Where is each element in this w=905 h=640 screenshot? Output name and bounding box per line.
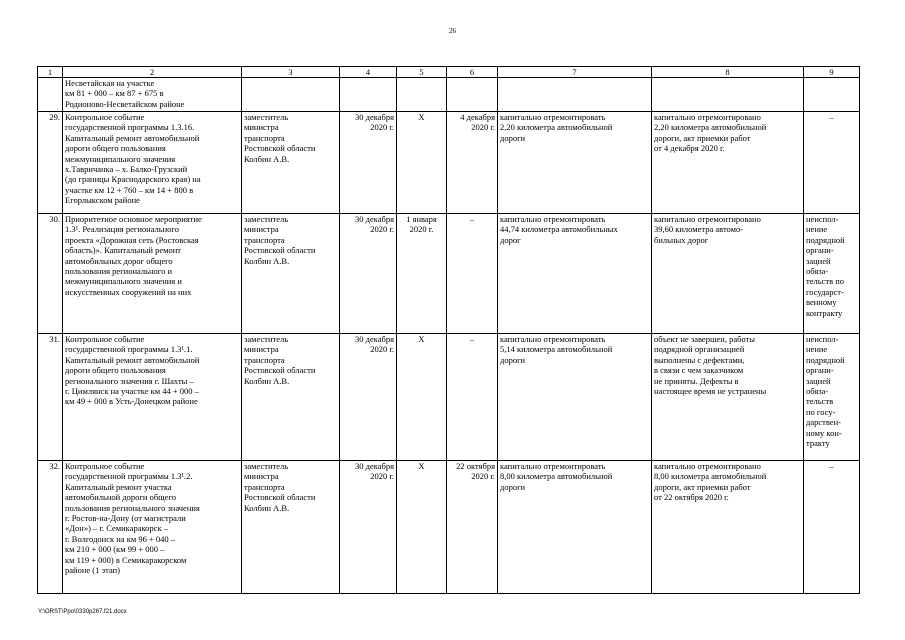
event-name-cell: Контрольное событие государственной программы 1.3¹.1. Капитальный ремонт автомобильной дороги общего пользования регионального значения г. Шахты – г. Цимлянск на участке км 44 + 000 – км 49 + 000 в Усть-Донецком районе xyxy=(63,334,242,461)
fact-date-cell xyxy=(447,78,498,112)
column-header: 7 xyxy=(498,67,652,78)
note-cell: – xyxy=(804,112,860,214)
column-header: 1 xyxy=(38,67,63,78)
planned-result-cell: капитально отремонтировать 5,14 километра автомобильной дороги xyxy=(498,334,652,461)
planned-result-cell: капитально отремонтировать 8,00 километра автомобильной дороги xyxy=(498,461,652,594)
actual-result-cell xyxy=(652,78,804,112)
planned-result-cell: капитально отремонтировать 44,74 километра автомобильных дорог xyxy=(498,214,652,334)
note-cell: неиспол- нение подрядной органи- зацией обяза- тельств по госу- дарствен- ному кон- тракту xyxy=(804,334,860,461)
row-number-cell: 31. xyxy=(38,334,63,461)
table-row xyxy=(38,334,860,461)
responsible-cell: заместитель министра транспорта Ростовской области Колбин А.В. xyxy=(242,112,340,214)
fact-date-cell: 4 декабря 2020 г. xyxy=(447,112,498,214)
actual-result-cell: капитально отремонтировано 2,20 километра автомобильной дороги, акт приемки работ от 4 декабря 2020 г. xyxy=(652,112,804,214)
row-number-cell: 29. xyxy=(38,112,63,214)
row-number-cell: 30. xyxy=(38,214,63,334)
table-row xyxy=(38,112,860,214)
responsible-cell xyxy=(242,78,340,112)
actual-result-cell: капитально отремонтировано 8,00 километра автомобильной дороги, акт приемки работ от 22 октября 2020 г. xyxy=(652,461,804,594)
mark-cell: Х xyxy=(397,461,447,594)
note-cell: – xyxy=(804,461,860,594)
responsible-cell: заместитель министра транспорта Ростовской области Колбин А.В. xyxy=(242,334,340,461)
event-name-cell: Приоритетное основное мероприятие 1.3¹. Реализация регионального проекта «Дорожная сеть (Ростовская область)». Капитальный ремонт автомобильных дорог общего пользования регионального и межмуниципального значения и искусственных сооружений на них xyxy=(63,214,242,334)
responsible-cell: заместитель министра транспорта Ростовской области Колбин А.В. xyxy=(242,461,340,594)
planned-date-cell xyxy=(340,78,397,112)
fact-date-cell: – xyxy=(447,214,498,334)
column-header: 5 xyxy=(397,67,447,78)
table-header-row xyxy=(38,67,860,78)
planned-date-cell: 30 декабря 2020 г. xyxy=(340,461,397,594)
column-header: 4 xyxy=(340,67,397,78)
planned-date-cell: 30 декабря 2020 г. xyxy=(340,214,397,334)
planned-date-cell: 30 декабря 2020 г. xyxy=(340,112,397,214)
planned-date-cell: 30 декабря 2020 г. xyxy=(340,334,397,461)
table-row-continuation xyxy=(38,78,860,112)
mark-cell: 1 января 2020 г. xyxy=(397,214,447,334)
column-header: 2 xyxy=(63,67,242,78)
mark-cell xyxy=(397,78,447,112)
event-name-cell: Контрольное событие государственной программы 1.3.16. Капитальный ремонт автомобильной дороги общего пользования межмуниципального значения х.Тавричанка – х. Балко-Грузский (до границы Краснодарского края) на участке км 12 + 760 – км 14 + 800 в Егорлыкском районе xyxy=(63,112,242,214)
column-header: 3 xyxy=(242,67,340,78)
row-number-cell xyxy=(38,78,63,112)
event-name-cell: Несветайская на участке км 81 + 000 – км 87 + 675 в Родионово-Несветайском районе xyxy=(63,78,242,112)
note-cell xyxy=(804,78,860,112)
planned-result-cell xyxy=(498,78,652,112)
footer-file-path: Y:\ORST\Ppo\0330p267.f21.docx xyxy=(38,609,127,615)
mark-cell: Х xyxy=(397,112,447,214)
column-header: 9 xyxy=(804,67,860,78)
fact-date-cell: 22 октября 2020 г. xyxy=(447,461,498,594)
table-row xyxy=(38,214,860,334)
column-header: 8 xyxy=(652,67,804,78)
column-header: 6 xyxy=(447,67,498,78)
mark-cell: Х xyxy=(397,334,447,461)
note-cell: неиспол- нение подрядной органи- зацией обяза- тельств по государст- венному контракту xyxy=(804,214,860,334)
fact-date-cell: – xyxy=(447,334,498,461)
responsible-cell: заместитель министра транспорта Ростовской области Колбин А.В. xyxy=(242,214,340,334)
row-number-cell: 32. xyxy=(38,461,63,594)
page-number: 26 xyxy=(449,27,456,35)
planned-result-cell: капитально отремонтировать 2,20 километра автомобильной дороги xyxy=(498,112,652,214)
table-row xyxy=(38,461,860,594)
report-table xyxy=(37,66,860,594)
actual-result-cell: капитально отремонтировано 39,60 километра автомо- бильных дорог xyxy=(652,214,804,334)
actual-result-cell: объект не завершен, работы подрядной организацией выполнены с дефектами, в связи с чем заказчиком не приняты. Дефекты в настоящее время не устранены xyxy=(652,334,804,461)
event-name-cell: Контрольное событие государственной программы 1.3¹.2. Капитальный ремонт участка автомобильной дороги общего пользования регионального значения г. Ростов-на-Дону (от магистрали «Дон») – г. Семикаракорск – г. Волгодонск на км 96 + 040 – км 210 + 000 (км 99 + 000 – км 119 + 000) в Семикаракорском районе (1 этап) xyxy=(63,461,242,594)
